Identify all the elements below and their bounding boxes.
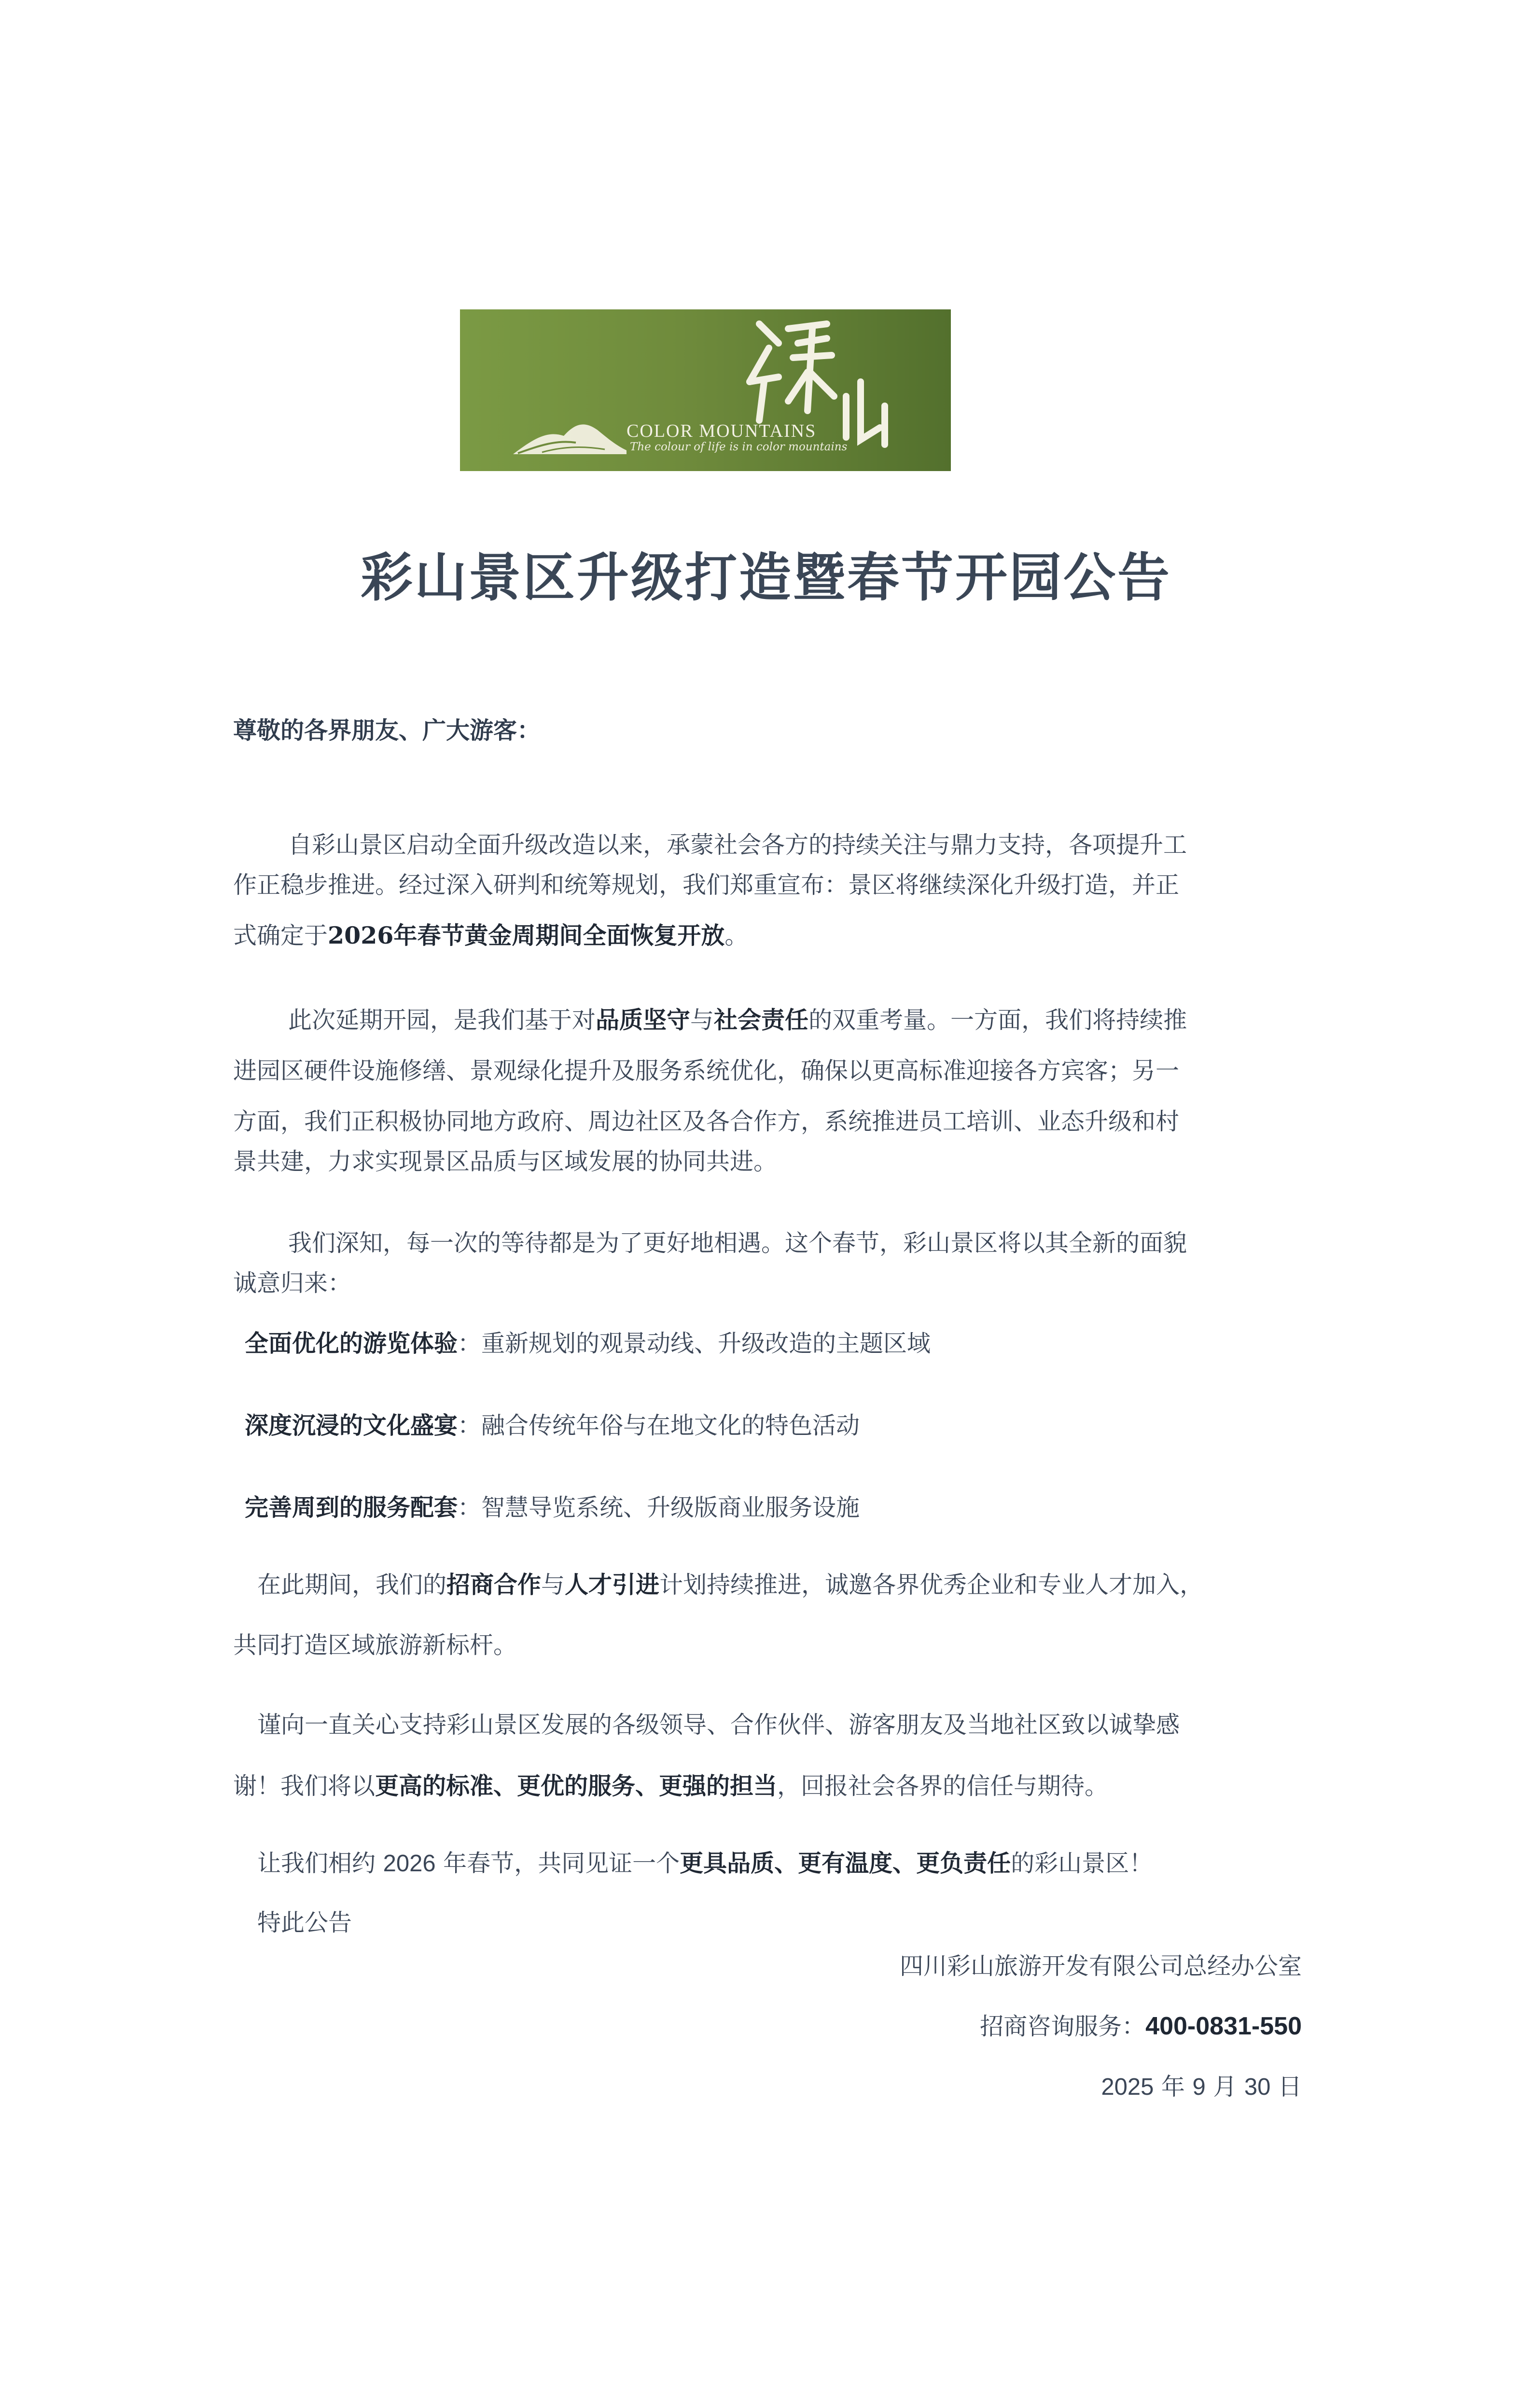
p2-line2: 进园区硬件设施修缮、景观绿化提升及服务系统优化，确保以更高标准迎接各方宾客；另一: [233, 1057, 1180, 1085]
p2-line1: 此次延期开园，是我们基于对品质坚守与社会责任的双重考量。一方面，我们将持续推: [288, 1006, 1187, 1034]
p1-line2: 作正稳步推进。经过深入研判和统筹规划，我们郑重宣布：景区将继续深化升级打造，并正: [233, 871, 1180, 899]
p2-line4: 景共建，力求实现景区品质与区域发展的协同共进。: [233, 1148, 778, 1175]
logo-brand-name: COLOR MOUNTAINS: [627, 421, 817, 441]
phone-number: 400-0831-550: [1145, 2012, 1302, 2040]
brand-logo: [460, 309, 951, 471]
issue-date: 2025 年 9 月 30 日: [1101, 2073, 1302, 2101]
closing-text: 特此公告: [257, 1909, 352, 1936]
page-title: 彩山景区升级打造暨春节开园公告: [360, 547, 1171, 608]
p1-line3: 式确定于2026年春节黄金周期间全面恢复开放。: [233, 921, 749, 949]
p2-line3: 方面，我们正积极协同地方政府、周边社区及各合作方，系统推进员工培训、业态升级和村: [233, 1108, 1180, 1135]
highlight-item: 深度沉浸的文化盛宴：融合传统年俗与在地文化的特色活动: [245, 1411, 860, 1439]
p3-line1: 我们深知，每一次的等待都是为了更好地相遇。这个春节，彩山景区将以其全新的面貌: [288, 1229, 1187, 1257]
p4-line1: 在此期间，我们的招商合作与人才引进计划持续推进，诚邀各界优秀企业和专业人才加入，: [257, 1571, 1204, 1599]
p6-line: 让我们相约 2026 年春节，共同见证一个更具品质、更有温度、更负责任的彩山景区！: [257, 1849, 1153, 1877]
p1-line1: 自彩山景区启动全面升级改造以来，承蒙社会各方的持续关注与鼎力支持，各项提升工: [288, 831, 1187, 859]
logo-tagline: The colour of life is in color mountains: [630, 441, 848, 453]
p5-line1: 谨向一直关心支持彩山景区发展的各级领导、合作伙伴、游客朋友及当地社区致以诚挚感: [257, 1711, 1180, 1739]
p4-line2: 共同打造区域旅游新标杆。: [233, 1631, 517, 1659]
consult-phone: 招商咨询服务：400-0831-550: [980, 2012, 1302, 2040]
greeting: 尊敬的各界朋友、广大游客：: [233, 716, 541, 744]
reopen-highlight: 2026年春节黄金周期间全面恢复开放: [328, 921, 725, 949]
issuer-org: 四川彩山旅游开发有限公司总经办公室: [899, 1952, 1302, 1980]
p3-line2: 诚意归来：: [233, 1269, 352, 1297]
highlight-item: 完善周到的服务配套：智慧导览系统、升级版商业服务设施: [245, 1493, 860, 1521]
p5-line2: 谢！我们将以更高的标准、更优的服务、更强的担当，回报社会各界的信任与期待。: [233, 1772, 1109, 1800]
highlight-item: 全面优化的游览体验：重新规划的观景动线、升级改造的主题区域: [245, 1329, 931, 1357]
